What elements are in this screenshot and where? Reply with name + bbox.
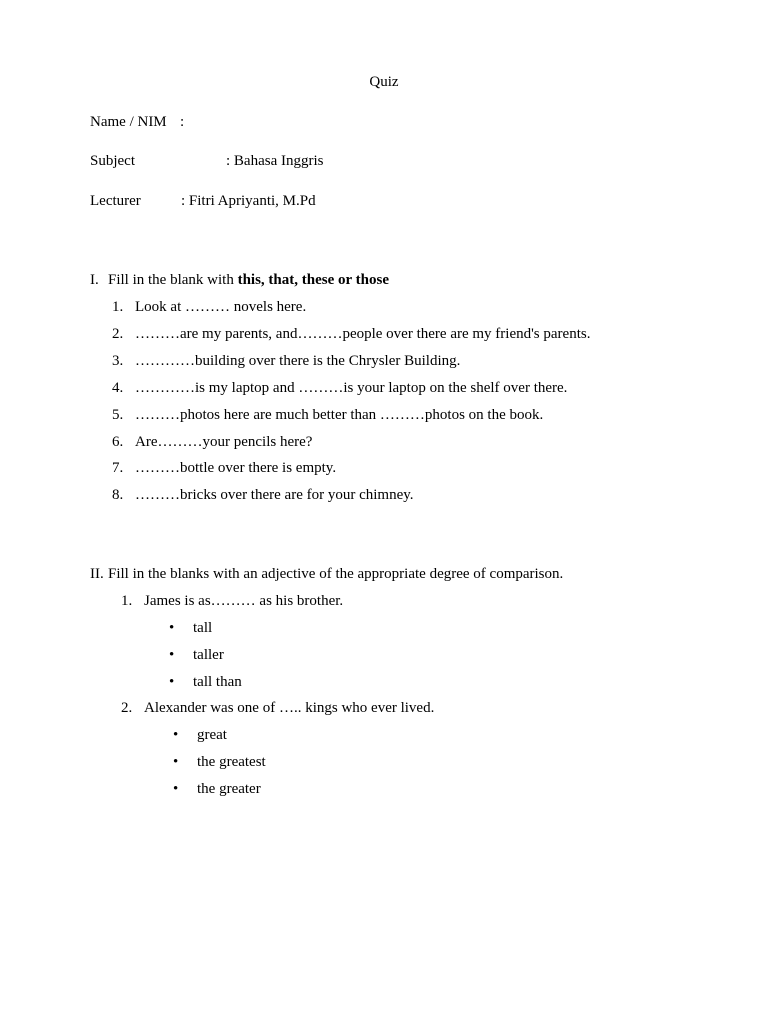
s1-item-6-text: Are………your pencils here? — [135, 434, 313, 450]
s1-item-4-num: 4. — [112, 380, 124, 396]
section1-instruction — [108, 271, 389, 289]
section2-numeral: II. — [90, 566, 104, 582]
section1-instruction-bold: this, that, these or those — [237, 272, 389, 288]
s2-q1-option-1: tall — [193, 620, 213, 636]
s1-item-8-num: 8. — [112, 487, 124, 503]
s2-q2-option-2: the greatest — [197, 754, 266, 770]
bullet-icon: • — [173, 781, 179, 797]
bullet-icon: • — [173, 754, 179, 770]
s2-q1-option-3: tall than — [193, 674, 242, 690]
section1-instruction-plain: Fill in the blank with — [108, 272, 238, 288]
subject-value: : Bahasa Inggris — [226, 153, 324, 169]
s1-item-5-num: 5. — [112, 407, 124, 423]
lecturer-value: : Fitri Apriyanti, M.Pd — [181, 193, 316, 209]
s2-q2-text: Alexander was one of ….. kings who ever lived. — [144, 700, 435, 716]
s1-item-5-text: ………photos here are much better than ………photos on the book. — [135, 407, 544, 423]
s1-item-3-text: …………building over there is the Chrysler Building. — [135, 353, 461, 369]
subject-label: Subject — [90, 153, 135, 169]
page-title: Quiz — [369, 74, 399, 90]
name-separator: : — [180, 114, 185, 130]
lecturer-label: Lecturer — [90, 193, 141, 209]
s2-q1-option-2: taller — [193, 647, 224, 663]
section1-numeral: I. — [90, 272, 99, 288]
s1-item-8-text: ………bricks over there are for your chimney. — [135, 487, 414, 503]
s2-q2-num: 2. — [121, 700, 133, 716]
s1-item-7-num: 7. — [112, 460, 124, 476]
s2-q1-num: 1. — [121, 593, 133, 609]
section2-instruction: Fill in the blanks with an adjective of the appropriate degree of comparison. — [108, 566, 564, 582]
s2-q1-text: James is as……… as his brother. — [144, 593, 344, 609]
s1-item-2-text: ………are my parents, and………people over there are my friend's parents. — [135, 326, 591, 342]
s2-q2-option-3: the greater — [197, 781, 261, 797]
s1-item-1-text: Look at ……… novels here. — [135, 299, 307, 315]
s2-q2-option-1: great — [197, 727, 227, 743]
name-label: Name / NIM — [90, 114, 167, 130]
s1-item-2-num: 2. — [112, 326, 124, 342]
s1-item-6-num: 6. — [112, 434, 124, 450]
bullet-icon: • — [169, 647, 175, 663]
s1-item-3-num: 3. — [112, 353, 124, 369]
s1-item-7-text: ………bottle over there is empty. — [135, 460, 337, 476]
bullet-icon: • — [169, 620, 175, 636]
s1-item-4-text: …………is my laptop and ………is your laptop on the shelf over there. — [135, 380, 568, 396]
bullet-icon: • — [169, 674, 175, 690]
bullet-icon: • — [173, 727, 179, 743]
s1-item-1-num: 1. — [112, 299, 124, 315]
